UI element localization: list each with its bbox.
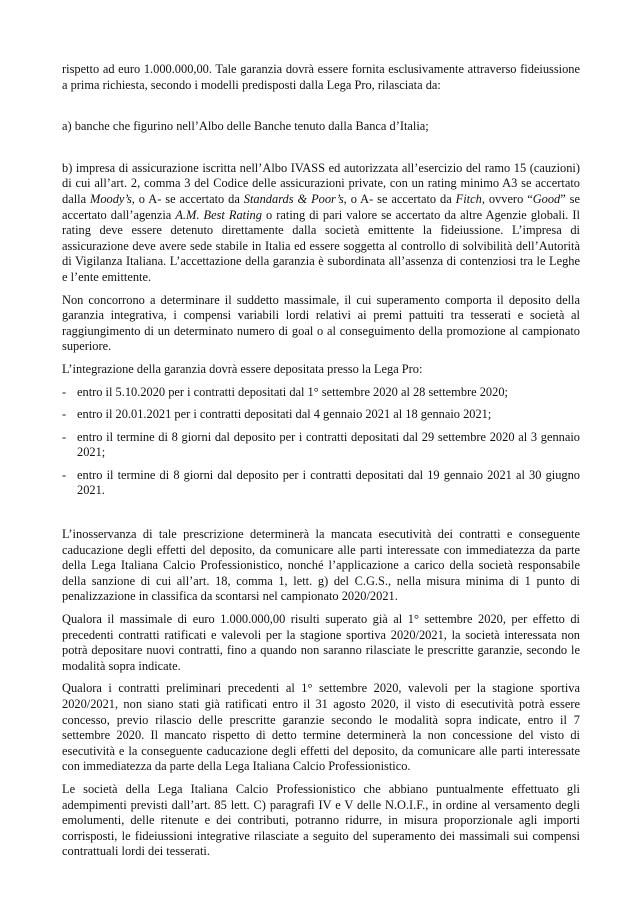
paragraph-noncompliance: L’inosservanza di tale prescrizione determinerà la mancata esecutività dei contratti e conseguente caducazione degli effetti del deposito, da comunicare alle parti interessate con immediatezza da parte della Lega Italiana Calcio Professionistico, nonché l’applicazione a carico della società responsabile della sanzione di cui all’art. 18, comma 1, lett. g) del C.G.S., nella misura minima di 1 punto di penalizzazione in classifica da scontarsi nel campionato 2020/2021.: [62, 527, 580, 604]
italic-standard-poors: Standards & Poor’s: [243, 191, 344, 206]
deadline-list: [62, 385, 580, 500]
list-dash: -: [62, 407, 67, 422]
list-item: [62, 407, 580, 423]
list-item-text: entro il termine di 8 giorni dal deposito per i contratti depositati dal 19 gennaio 2021 al 30 giugno 2021.: [77, 467, 580, 498]
list-item-text: entro il termine di 8 giorni dal deposito per i contratti depositati dal 29 settembre 2020 al 3 gennaio 2021;: [77, 429, 580, 460]
paragraph-preliminary-contracts: Qualora i contratti preliminari precedenti al 1° settembre 2020, valevoli per la stagione sportiva 2020/2021, non siano stati già ratificati entro il 31 agosto 2020, il visto di esecutività potrà essere concesso, previo rilascio delle prescritte garanzie secondo le modalità sopra indicate, entro il 7 settembre 2020. Il mancato rispetto di detto termine determinerà la non concessione del visto di esecutività e la conseguente caducazione degli effetti del deposito, da comunicare alle parti interessate con immediatezza da parte della Lega Italiana Calcio Professionistico.: [62, 681, 580, 774]
italic-good: Good: [532, 191, 561, 206]
list-item-text: entro il 20.01.2021 per i contratti depositati dal 4 gennaio 2021 al 18 gennaio 2021;: [77, 407, 492, 422]
list-dash: -: [62, 467, 67, 482]
paragraph-banks: a) banche che figurino nell’Albo delle Banche tenuto dalla Banca d’Italia;: [62, 119, 429, 134]
italic-am-best: A.M. Best Rating: [175, 207, 262, 222]
paragraph-insurance: [62, 161, 580, 286]
paragraph-reduction: Le società della Lega Italiana Calcio Professionistico che abbiano puntualmente effettuato gli adempimenti previsti dall’art. 85 lett. C) paragrafi IV e V delle N.O.I.F., in ordine al versamento degli emolumenti, delle ritenute e dei contributi, potranno ridurre, in misura proporzionale agli importi corrisposti, le fideiussioni integrative rilasciate a seguito del superamento dei massimali sui compensi contrattuali lordi dei tesserati.: [62, 781, 580, 859]
text-segment: , o A- se accertato da: [343, 191, 456, 206]
paragraph-integration: L’integrazione della garanzia dovrà essere depositata presso la Lega Pro:: [62, 361, 423, 376]
list-item-text: entro il 5.10.2020 per i contratti depositati dal 1° settembre 2020 al 28 settembre 2020;: [77, 384, 508, 399]
list-dash: -: [62, 384, 67, 399]
list-item: [62, 385, 580, 401]
text-segment: , o A- se accertato da: [131, 191, 244, 206]
paragraph-ceiling-exceeded: Qualora il massimale di euro 1.000.000,00 risulti superato già al 1° settembre 2020, per effetto di precedenti contratti ratificati e valevoli per la stagione sportiva 2020/2021, la società interessata non potrà depositare nuovi contratti, fino a quando non saranno rilasciate le prescritte garanzie, secondo le modalità sopra indicate.: [62, 612, 580, 673]
italic-moodys: Moody’s: [90, 191, 132, 206]
paragraph-guarantee-intro: rispetto ad euro 1.000.000,00. Tale garanzia dovrà essere fornita esclusivamente attraverso fideiussione a prima richiesta, secondo i modelli predisposti dalla Lega Pro, rilasciata da:: [62, 62, 580, 92]
text-segment: b) impresa di assicurazione iscritta nell’Albo IVASS ed autorizzata all’esercizio del ramo 15 (cauzioni) di cui all’art. 2, comma 3 del Codice delle assicurazioni private, con un rating minimo A3 se accertato dalla: [62, 160, 580, 206]
paragraph-ceiling: Non concorrono a determinare il suddetto massimale, il cui superamento comporta il deposito della garanzia integrativa, i compensi variabili lordi relativi ai premi pattuiti tra tesserati e società al raggiungimento di un determinato numero di goal o al conseguimento della promozione al campionato superiore.: [62, 292, 580, 354]
italic-fitch: Fitch,: [455, 191, 485, 206]
text-segment: o rating di pari valore se accertato da altre Agenzie globali. Il rating deve essere detenuto direttamente dalla società emittente la fideiussione. L’impresa di assicurazione deve avere sede stabile in Italia ed essere soggetta al controllo di solvibilità dell’Autorità di Vigilanza Italiana. L’accettazione della garanzia è subordinata all’assenza di contenziosi tra le Leghe e l’ente emittente.: [62, 207, 580, 284]
text-segment: ovvero “: [484, 191, 533, 206]
list-item: [62, 468, 580, 499]
list-dash: -: [62, 429, 67, 444]
list-item: [62, 430, 580, 461]
text-segment: ” se accertato dall’agenzia: [62, 191, 581, 222]
